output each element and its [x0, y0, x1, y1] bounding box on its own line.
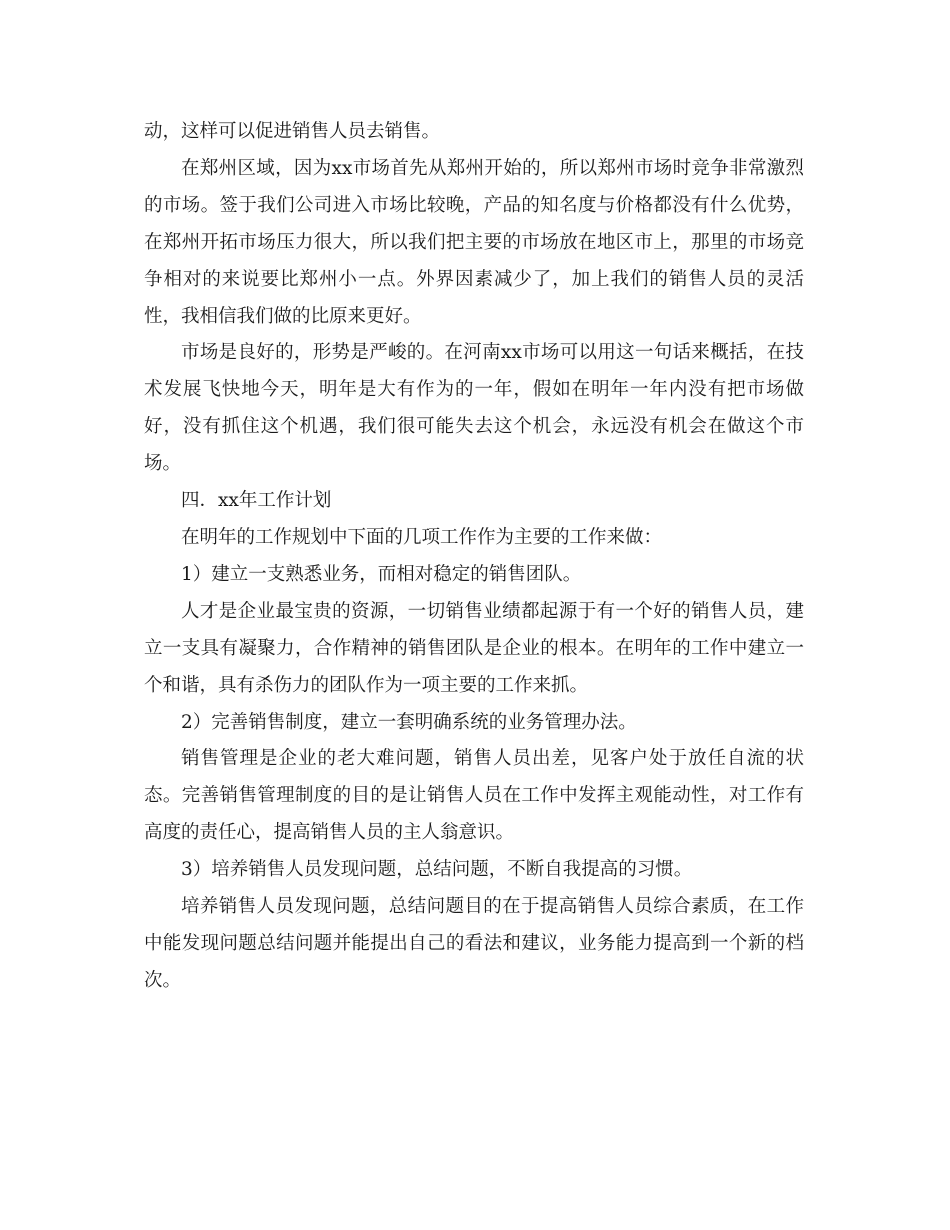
section-heading-work-plan: 四．xx年工作计划: [181, 490, 332, 512]
plan-item-2-body: 销售管理是企业的老大难问题，销售人员出差，见客户处于放任自流的状态。完善销售管理制度的目的是让销售人员在工作中发挥主观能动性，对工作有高度的责任心，提高销售人员的主人翁意识。: [144, 748, 804, 844]
plan-item-3-body: 培养销售人员发现问题，总结问题目的在于提高销售人员综合素质，在工作中能发现问题总结问题并能提出自己的看法和建议，业务能力提高到一个新的档次。: [144, 896, 804, 991]
paragraph-continuation: 动，这样可以促进销售人员去销售。: [144, 121, 441, 142]
paragraph-zhengzhou-region: 在郑州区域，因为xx市场首先从郑州开始的，所以郑州市场时竞争非常激烈的市场。签于我们公司进入市场比较晚，产品的知名度与价格都没有什么优势，在郑州开拓市场压力很大，所以我们把主要的市场放在地区市上，那里的市场竞争相对的来说要比郑州小一点。外界因素减少了，加上我们的销售人员的灵活性，我相信我们做的比原来更好。: [144, 157, 804, 327]
plan-item-1-body: 人才是企业最宝贵的资源，一切销售业绩都起源于有一个好的销售人员，建立一支具有凝聚力，合作精神的销售团队是企业的根本。在明年的工作中建立一个和谐，具有杀伤力的团队作为一项主要的工作来抓。: [144, 600, 804, 696]
paragraph-plan-intro: 在明年的工作规划中下面的几项工作作为主要的工作来做：: [181, 526, 663, 548]
plan-item-3-heading: 3）培养销售人员发现问题，总结问题，不断自我提高的习惯。: [181, 859, 693, 881]
document-body: [144, 114, 804, 1000]
plan-item-2-heading: 2）完善销售制度，建立一套明确系统的业务管理办法。: [181, 711, 637, 733]
plan-item-1-heading: 1）建立一支熟悉业务，而相对稳定的销售团队。: [181, 563, 582, 585]
paragraph-market-outlook: 市场是良好的，形势是严峻的。在河南xx市场可以用这一句话来概括，在技术发展飞快地今天，明年是大有作为的一年，假如在明年一年内没有把市场做好，没有抓住这个机遇，我们很可能失去这个机会，永远没有机会在做这个市场。: [144, 342, 804, 475]
